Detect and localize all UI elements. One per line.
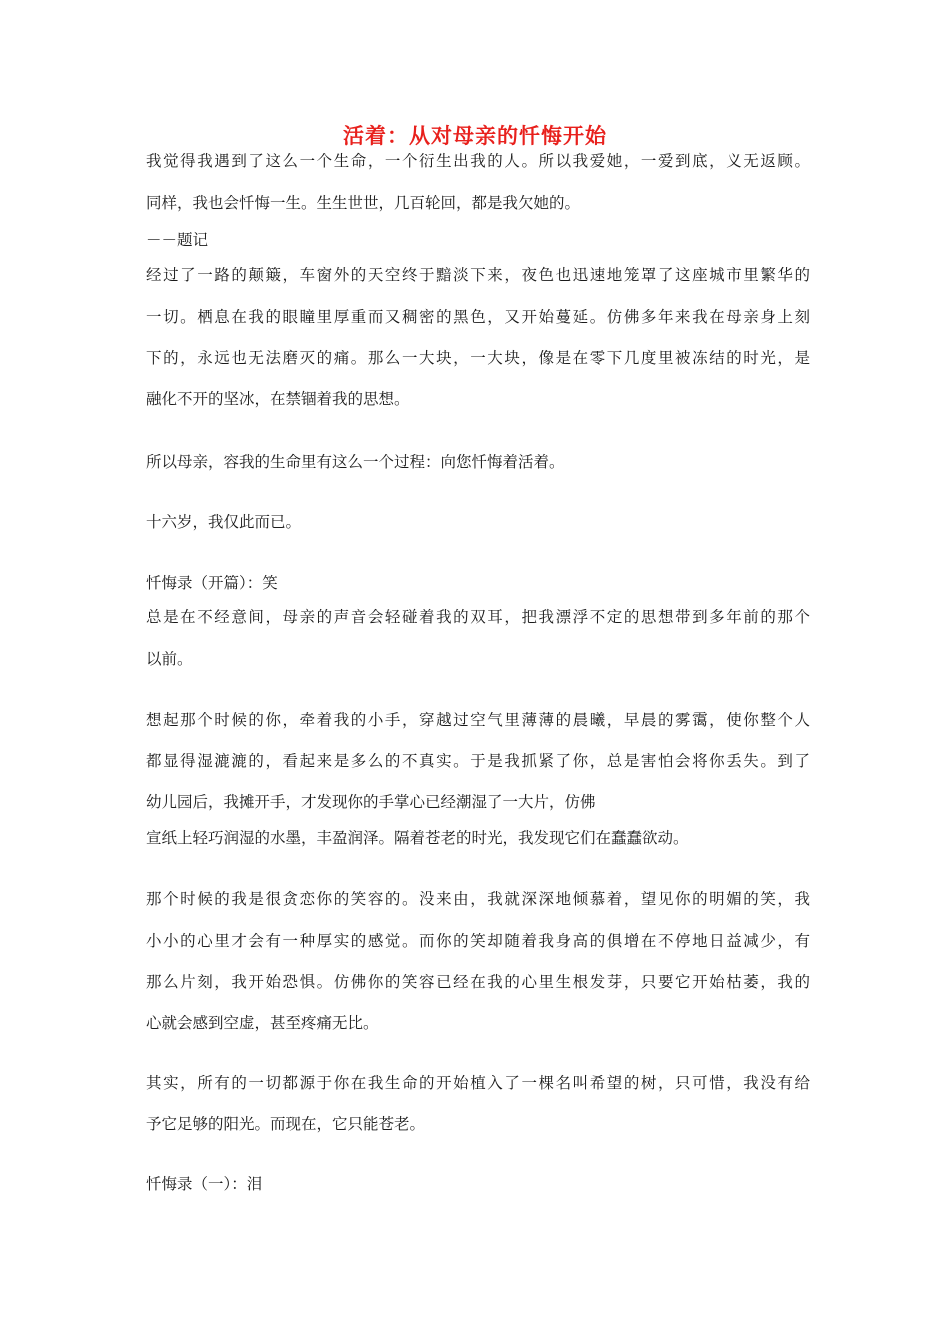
text-line: 其实，所有的一切都源于你在我生命的开始植入了一棵名叫希望的树，只可惜，我没有给 (146, 1074, 810, 1092)
text-line: 都显得湿漉漉的，看起来是多么的不真实。于是我抓紧了你，总是害怕会将你丢失。到了 (146, 752, 810, 770)
text-line: 总是在不经意间，母亲的声音会轻碰着我的双耳，把我漂浮不定的思想带到多年前的那个 (146, 608, 810, 626)
text-line: 宣纸上轻巧润湿的水墨，丰盈润泽。隔着苍老的时光，我发现它们在蠢蠢欲动。 (146, 829, 689, 847)
text-line: 那么片刻，我开始恐惧。仿佛你的笑容已经在我的心里生根发芽，只要它开始枯萎，我的 (146, 973, 810, 991)
section-heading: 忏悔录（一）：泪 (146, 1175, 263, 1193)
document-title: 活着：从对母亲的忏悔开始 (343, 123, 607, 148)
text-line: 同样，我也会忏悔一生。生生世世，几百轮回，都是我欠她的。 (146, 194, 581, 212)
text-line: 小小的心里才会有一种厚实的感觉。而你的笑却随着我身高的俱增在不停地日益减少，有 (146, 932, 810, 950)
text-line: 融化不开的坚冰，在禁锢着我的思想。 (146, 390, 410, 408)
epigraph-attribution: －－题记 (146, 231, 209, 249)
text-line: 想起那个时候的你，牵着我的小手，穿越过空气里薄薄的晨曦，早晨的雾霭，使你整个人 (146, 711, 810, 729)
text-line: 下的，永远也无法磨灭的痛。那么一大块，一大块，像是在零下几度里被冻结的时光，是 (146, 349, 810, 367)
text-line: 予它足够的阳光。而现在，它只能苍老。 (146, 1115, 426, 1133)
text-line: 经过了一路的颠簸，车窗外的天空终于黯淡下来，夜色也迅速地笼罩了这座城市里繁华的 (146, 266, 810, 284)
section-heading: 忏悔录（开篇）：笑 (146, 574, 278, 592)
text-line: 以前。 (146, 650, 193, 668)
text-line: 我觉得我遇到了这么一个生命，一个衍生出我的人。所以我爱她，一爱到底，义无返顾。 (146, 152, 810, 170)
text-line: 幼儿园后，我摊开手，才发现你的手掌心已经潮湿了一大片，仿佛 (146, 793, 596, 811)
text-line: 十六岁，我仅此而已。 (146, 513, 302, 531)
text-line: 一切。栖息在我的眼瞳里厚重而又稠密的黑色，又开始蔓延。仿佛多年来我在母亲身上刻 (146, 308, 810, 326)
text-line: 那个时候的我是很贪恋你的笑容的。没来由，我就深深地倾慕着，望见你的明媚的笑，我 (146, 890, 810, 908)
text-line: 所以母亲，容我的生命里有这么一个过程：向您忏悔着活着。 (146, 453, 565, 471)
text-line: 心就会感到空虚，甚至疼痛无比。 (146, 1014, 379, 1032)
